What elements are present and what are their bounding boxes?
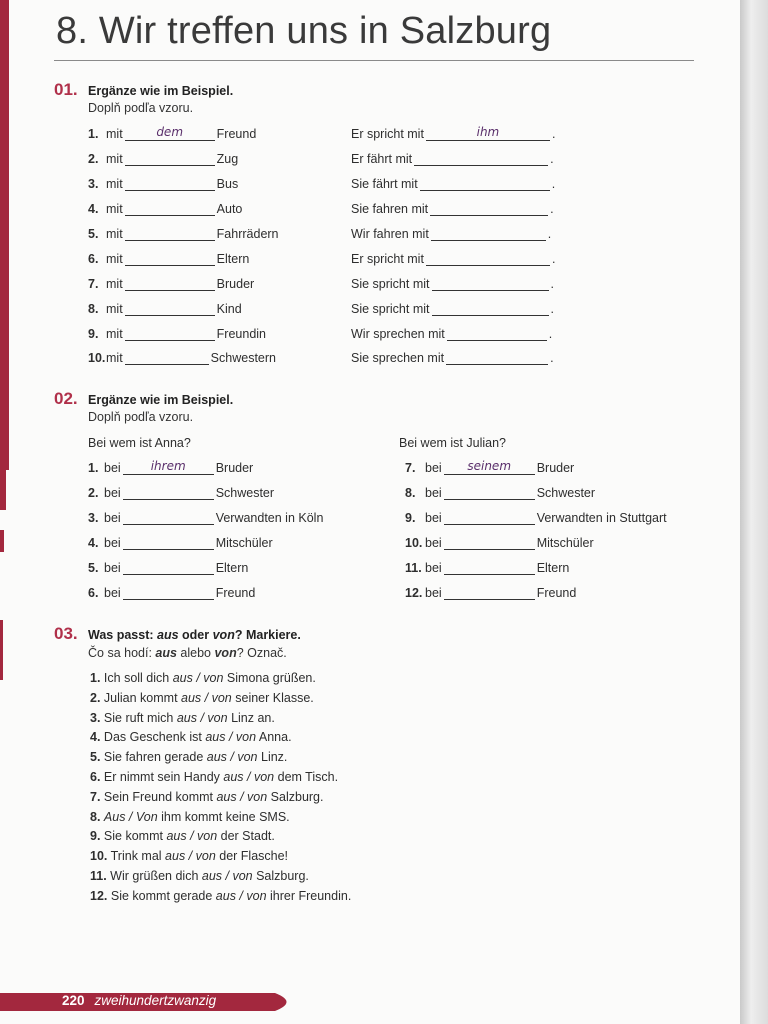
item-prefix: bei: [425, 536, 442, 550]
item-suffix: Freund: [216, 127, 257, 141]
item-suffix: .: [547, 227, 552, 241]
exercise-2-item-right: [405, 585, 576, 600]
exercise-3-item: [90, 810, 351, 830]
item-number: 5.: [88, 227, 99, 241]
answer-blank[interactable]: [125, 276, 215, 291]
exercise-3-list: [90, 671, 351, 909]
item-prefix: bei: [104, 536, 121, 550]
item-number: 10.: [88, 351, 106, 365]
answer-blank[interactable]: [444, 485, 535, 500]
answer-blank[interactable]: [420, 176, 550, 191]
exercise-3-item: [90, 889, 351, 909]
item-prefix: Wir fahren mit: [351, 227, 429, 241]
item-number: 2.: [88, 152, 99, 166]
item-suffix: Mitschüler: [215, 536, 273, 550]
answer-blank[interactable]: [444, 585, 535, 600]
item-number: 6.: [90, 769, 101, 784]
item-prefix: Sie spricht mit: [351, 277, 430, 291]
exercise-2-instruction: Ergänze wie im Beispiel.: [88, 393, 234, 407]
exercise-1-item: [88, 176, 238, 191]
item-suffix: Zug: [216, 152, 239, 166]
item-suffix: Schwestern: [210, 351, 276, 365]
item-prefix: mit: [106, 152, 123, 166]
handwritten-answer: ihm: [476, 125, 500, 139]
sentence-start: Wir grüßen dich: [110, 868, 202, 883]
item-suffix: Freund: [536, 586, 577, 600]
exercise-2-item: [88, 460, 253, 475]
exercise-2-item: [88, 535, 273, 550]
aus-von-choice[interactable]: aus / von: [166, 829, 218, 844]
item-suffix: .: [550, 152, 554, 166]
item-number: 1.: [90, 671, 101, 685]
page-footer: 220 zweihundertzwanzig: [62, 993, 217, 1008]
sentence-start: Sie ruft mich: [103, 710, 177, 725]
exercise-1-item: [88, 201, 242, 216]
exercise-3-item: [90, 849, 351, 869]
sentence-start: Sein Freund kommt: [103, 789, 217, 804]
item-number: 12.: [405, 586, 423, 600]
item-prefix: Wir sprechen mit: [351, 327, 445, 341]
answer-blank[interactable]: [123, 560, 214, 575]
answer-blank[interactable]: [431, 226, 546, 241]
item-suffix: .: [550, 277, 554, 291]
sentence-end: seiner Klasse.: [231, 690, 314, 705]
item-suffix: .: [550, 351, 554, 365]
item-prefix: bei: [425, 561, 442, 575]
exercise-3-instruction-sk: Čo sa hodí: aus alebo von? Označ.: [88, 646, 287, 660]
item-suffix: Verwandten in Köln: [215, 511, 324, 525]
exercise-3-instruction: Was passt: aus oder von? Markiere.: [88, 628, 301, 642]
item-number: 4.: [88, 202, 99, 216]
item-suffix: .: [550, 202, 554, 216]
exercise-3-item: [90, 770, 351, 790]
item-number: 2.: [90, 690, 101, 705]
chapter-color-bar: [0, 0, 9, 470]
exercise-2-item: [88, 585, 255, 600]
item-number: 9.: [88, 327, 99, 341]
exercise-3-item: [90, 869, 351, 889]
item-number: 3.: [90, 710, 101, 725]
item-suffix: Freundin: [216, 327, 267, 341]
item-prefix: bei: [425, 586, 442, 600]
exercise-1-item: [88, 151, 238, 166]
exercise-1-item-right: [351, 226, 551, 241]
exercise-1-item: [88, 251, 249, 266]
exercise-2-item-right: [405, 460, 574, 475]
chapter-color-bar-fragment: [0, 530, 4, 552]
answer-blank[interactable]: [430, 201, 548, 216]
item-suffix: .: [551, 252, 556, 266]
exercise-2-number: 02.: [54, 389, 78, 408]
item-prefix: mit: [106, 302, 123, 316]
page-title: 8. Wir treffen uns in Salzburg: [56, 10, 552, 52]
exercise-3-item: [90, 730, 351, 750]
item-prefix: bei: [104, 486, 121, 500]
item-number: 10.: [90, 849, 108, 864]
item-number: 6.: [88, 586, 99, 600]
sentence-start: Trink mal: [110, 849, 166, 864]
sentence-start: Julian kommt: [103, 690, 182, 705]
item-prefix: bei: [425, 461, 442, 475]
exercise-3-number: 03.: [54, 624, 78, 643]
item-prefix: Er spricht mit: [351, 252, 424, 266]
answer-blank[interactable]: [125, 350, 209, 365]
item-suffix: .: [551, 177, 556, 191]
answer-blank[interactable]: [444, 510, 535, 525]
answer-blank[interactable]: [125, 126, 215, 141]
aus-von-choice[interactable]: aus / von: [181, 690, 232, 705]
exercise-2-item: [88, 485, 274, 500]
item-number: 3.: [88, 511, 99, 525]
item-number: 5.: [90, 750, 101, 765]
item-suffix: Bruder: [216, 277, 255, 291]
item-number: 9.: [405, 511, 416, 525]
title-divider: [54, 60, 694, 61]
sentence-end: Salzburg.: [267, 789, 324, 804]
item-prefix: mit: [106, 227, 123, 241]
page-edge-shadow: [740, 0, 768, 1024]
item-suffix: Bruder: [536, 461, 575, 475]
chapter-color-bar-fragment: [0, 470, 6, 510]
exercise-2-item-right: [405, 510, 667, 525]
answer-blank[interactable]: [125, 176, 215, 191]
exercise-1-item-right: [351, 201, 554, 216]
item-number: 8.: [90, 809, 101, 824]
exercise-3-item: [90, 691, 351, 711]
item-number: 4.: [88, 536, 99, 550]
exercise-1-item: [88, 326, 266, 341]
aus-von-choice[interactable]: aus / von: [165, 849, 216, 864]
aus-von-choice[interactable]: aus / von: [176, 710, 228, 725]
item-suffix: Bruder: [215, 461, 254, 475]
item-prefix: Er spricht mit: [351, 127, 424, 141]
item-number: 8.: [88, 302, 99, 316]
aus-von-choice[interactable]: aus / von: [223, 769, 275, 784]
answer-blank[interactable]: [426, 251, 550, 266]
item-prefix: mit: [106, 252, 123, 266]
item-prefix: bei: [425, 511, 442, 525]
sentence-end: ihm kommt keine SMS.: [157, 809, 290, 824]
item-suffix: Eltern: [536, 561, 570, 575]
item-number: 1.: [88, 127, 99, 141]
answer-blank[interactable]: [125, 226, 215, 241]
exercise-3-item: [90, 829, 351, 849]
chapter-color-bar-fragment: [0, 620, 3, 680]
exercise-1-item: [88, 350, 276, 365]
item-suffix: Bus: [216, 177, 239, 191]
exercise-2-item-right: [405, 535, 594, 550]
item-prefix: Er fährt mit: [351, 152, 413, 166]
item-suffix: Fahrrädern: [216, 227, 279, 241]
exercise-1-item: [88, 276, 254, 291]
item-number: 11.: [405, 561, 422, 575]
answer-blank[interactable]: [414, 151, 548, 166]
item-number: 12.: [90, 888, 108, 903]
item-suffix: Eltern: [216, 252, 250, 266]
exercise-2-item-right: [405, 485, 595, 500]
exercise-2-item: [88, 510, 323, 525]
item-prefix: mit: [106, 177, 123, 191]
answer-blank[interactable]: [123, 585, 214, 600]
item-number: 4.: [90, 730, 101, 745]
item-prefix: mit: [106, 351, 123, 365]
sentence-end: ihrer Freundin.: [266, 888, 352, 903]
exercise-1-item: [88, 301, 242, 316]
item-number: 8.: [405, 486, 416, 500]
exercise-3-item: [90, 750, 351, 770]
item-number: 6.: [88, 252, 99, 266]
item-suffix: Kind: [216, 302, 242, 316]
answer-blank[interactable]: [426, 126, 550, 141]
item-number: 7.: [90, 789, 101, 804]
item-prefix: bei: [104, 561, 121, 575]
aus-von-choice[interactable]: Aus / Von: [103, 809, 158, 824]
answer-blank[interactable]: [444, 460, 535, 475]
sentence-start: Ich soll dich: [103, 671, 173, 685]
exercise-1-item-right: [351, 326, 552, 341]
item-prefix: bei: [425, 486, 442, 500]
item-suffix: Eltern: [215, 561, 249, 575]
handwritten-answer: ihrem: [150, 459, 186, 473]
item-prefix: mit: [106, 277, 123, 291]
answer-blank[interactable]: [432, 301, 549, 316]
answer-blank[interactable]: [125, 151, 215, 166]
answer-blank[interactable]: [123, 510, 214, 525]
item-number: 2.: [88, 486, 99, 500]
answer-blank[interactable]: [125, 251, 215, 266]
exercise-3-item: [90, 790, 351, 810]
aus-von-choice[interactable]: aus / von: [216, 789, 268, 804]
exercise-1-item: [88, 226, 279, 241]
exercise-1-instruction-sk: Doplň podľa vzoru.: [88, 101, 194, 115]
exercise-1-item-right: [351, 176, 555, 191]
item-number: 1.: [88, 461, 99, 475]
answer-blank[interactable]: [125, 301, 215, 316]
item-suffix: Schwester: [536, 486, 596, 500]
exercise-2-left-heading: Bei wem ist Anna?: [88, 436, 191, 450]
aus-von-choice[interactable]: aus / von: [201, 868, 253, 883]
item-prefix: Sie fahren mit: [351, 202, 429, 216]
item-suffix: .: [548, 327, 553, 341]
item-number: 7.: [405, 461, 416, 475]
sentence-end: Anna.: [256, 730, 292, 745]
exercise-3-item: [90, 711, 351, 731]
sentence-start: Sie fahren gerade: [103, 750, 207, 765]
answer-blank[interactable]: [444, 560, 535, 575]
sentence-end: der Flasche!: [215, 849, 289, 864]
sentence-end: Salzburg.: [252, 868, 309, 883]
exercise-1-item-right: [351, 126, 555, 141]
exercise-2-instruction-sk: Doplň podľa vzoru.: [88, 410, 194, 424]
sentence-end: dem Tisch.: [274, 769, 339, 784]
item-suffix: Schwester: [215, 486, 275, 500]
aus-von-choice[interactable]: aus / von: [172, 671, 224, 685]
item-prefix: mit: [106, 127, 123, 141]
item-suffix: .: [551, 127, 556, 141]
item-suffix: Verwandten in Stuttgart: [536, 511, 667, 525]
exercise-1-number: 01.: [54, 80, 78, 99]
sentence-start: Er nimmt sein Handy: [103, 769, 224, 784]
aus-von-choice[interactable]: aus / von: [206, 750, 258, 765]
item-prefix: Sie fährt mit: [351, 177, 418, 191]
item-prefix: bei: [104, 586, 121, 600]
item-number: 3.: [88, 177, 99, 191]
exercise-1-item-right: [351, 251, 555, 266]
exercise-2-item: [88, 560, 248, 575]
item-prefix: mit: [106, 327, 123, 341]
item-number: 10.: [405, 536, 423, 550]
item-suffix: Auto: [216, 202, 243, 216]
answer-blank[interactable]: [125, 326, 215, 341]
item-suffix: Mitschüler: [536, 536, 594, 550]
exercise-1-item-right: [351, 151, 554, 166]
answer-blank[interactable]: [446, 350, 548, 365]
sentence-start: Sie kommt gerade: [110, 888, 216, 903]
sentence-end: der Stadt.: [217, 829, 275, 844]
exercise-1-item-right: [351, 350, 554, 365]
handwritten-answer: dem: [156, 125, 184, 139]
item-prefix: bei: [104, 461, 121, 475]
exercise-2-right-heading: Bei wem ist Julian?: [399, 436, 506, 450]
answer-blank[interactable]: [125, 201, 215, 216]
sentence-start: Das Geschenk ist: [103, 730, 206, 745]
item-suffix: .: [550, 302, 554, 316]
exercise-2-item-right: [405, 560, 569, 575]
sentence-end: Simona grüßen.: [223, 671, 316, 685]
answer-blank[interactable]: [432, 276, 549, 291]
answer-blank[interactable]: [123, 460, 214, 475]
exercise-1-item: [88, 126, 256, 141]
exercise-1-item-right: [351, 301, 554, 316]
exercise-1-instruction: Ergänze wie im Beispiel.: [88, 84, 234, 98]
item-suffix: Freund: [215, 586, 256, 600]
item-number: 7.: [88, 277, 99, 291]
exercise-1-item-right: [351, 276, 554, 291]
aus-von-choice[interactable]: aus / von: [215, 888, 267, 903]
item-number: 11.: [90, 868, 107, 883]
item-number: 5.: [88, 561, 99, 575]
answer-blank[interactable]: [123, 485, 214, 500]
item-prefix: bei: [104, 511, 121, 525]
handwritten-answer: seinem: [467, 459, 512, 473]
sentence-start: Sie kommt: [103, 829, 167, 844]
sentence-end: Linz.: [257, 750, 288, 765]
sentence-end: Linz an.: [227, 710, 275, 725]
item-prefix: Sie sprechen mit: [351, 351, 445, 365]
answer-blank[interactable]: [444, 535, 535, 550]
item-prefix: mit: [106, 202, 123, 216]
answer-blank[interactable]: [447, 326, 547, 341]
item-prefix: Sie spricht mit: [351, 302, 430, 316]
exercise-3-item: [90, 671, 351, 691]
aus-von-choice[interactable]: aus / von: [205, 730, 257, 745]
item-number: 9.: [90, 829, 101, 844]
answer-blank[interactable]: [123, 535, 214, 550]
